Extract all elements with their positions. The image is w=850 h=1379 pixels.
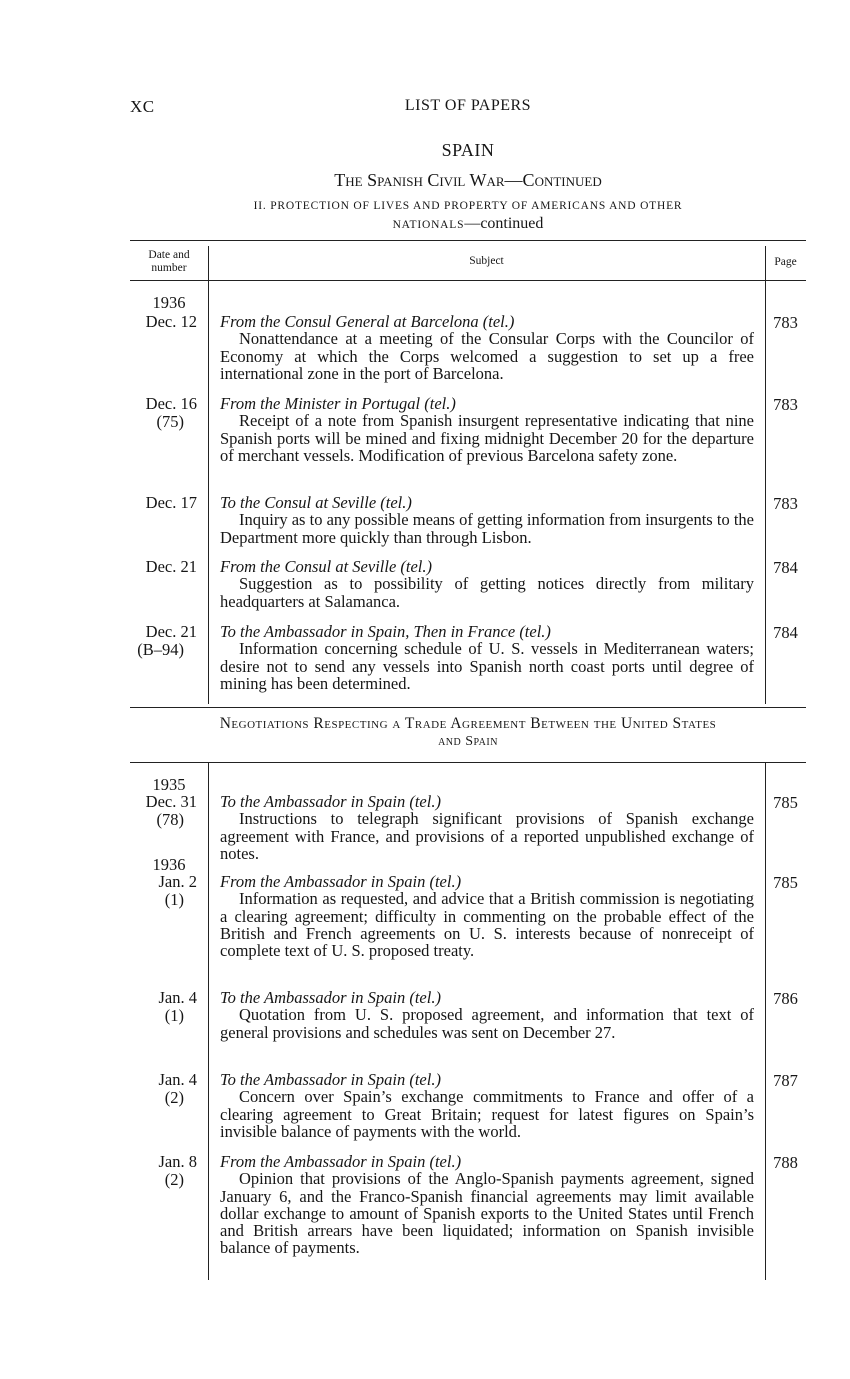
section-rule-top [130,707,806,708]
entry-date: Dec. 12 [145,312,197,331]
list-item: To the Ambassador in Spain (tel.) Instructions to telegraph significant provisions of Spanish exchange agreement with France, and provisions of a reported unpublished exchange of notes. [220,792,754,863]
entry-summary: Information concerning schedule of U. S. vessels in Mediterranean waters; desire not to send any vessels into Spanish north coast ports until degree of mining has been determined. [220,639,754,693]
entry-summary: Information as requested, and advice that a British commission is negotiating a clearing agreement; difficulty in commenting on the probable effect of the British and French agreements on U. S. interests because of nonreceipt of complete text of U. S. proposed treaty. [220,889,754,961]
table-top-rule [130,240,806,241]
entry-date: Dec. 21 (B–94) [137,622,197,659]
entry-date: Jan. 8 (2) [158,1152,197,1189]
list-item: From the Consul at Seville (tel.) Suggestion as to possibility of getting notices directly from military headquarters at Salamanca. [220,557,754,611]
subsection-line-2: NATIONALS [392,219,465,231]
country-heading: SPAIN [441,140,495,160]
year-label: 1936 [152,293,186,312]
entry-summary: Quotation from U. S. proposed agreement, and information that text of general provisions and schedules was sent on December 27. [220,1005,754,1042]
entry-summary: Nonattendance at a meeting of the Consular Corps with the Councilor of Economy at which the Corps welcomed a suggestion to set up a free international zone in the port of Barcelona. [220,329,754,383]
column-header-subject: Subject [469,255,504,267]
column-header-date: Date and number [148,249,190,274]
entry-summary: Instructions to telegraph significant provisions of Spanish exchange agreement with France, and provisions of a reported unpublished exchange of notes. [220,809,754,863]
entry-date: Dec. 31 (78) [145,792,197,829]
subsection-tail: —continued [464,215,544,232]
list-item: To the Ambassador in Spain (tel.) Concern over Spain’s exchange commitments to France and offer of a clearing agreement to Great Britain; request for latest figures on Spain’s invisible balance of payments with the world. [220,1070,754,1141]
entry-date: Jan. 2 (1) [158,872,197,909]
entry-title: From the Ambassador in Spain [220,1152,426,1171]
list-item: From the Ambassador in Spain (tel.) Information as requested, and advice that a British commission is negotiating a clearing agreement; difficulty in commenting on the probable effect of the British and French agreements on U. S. interests because of nonreceipt of complete text of U. S. proposed treaty. [220,872,754,961]
list-item: From the Minister in Portugal (tel.) Receipt of a note from Spanish insurgent representative indicating that nine Spanish ports will be mined and fixing midnight December 20 for the departure of merchant vessels. Modification of previous Barcelona safety zone. [220,394,754,465]
entry-page: 784 [773,623,798,642]
table-header-rule [130,280,806,281]
running-head [130,97,806,119]
entry-page: 785 [773,873,798,892]
entry-date: Dec. 21 [145,557,197,576]
column-divider-right [765,762,766,1280]
section-heading: Negotiations Respecting a Trade Agreement Between the United States and Spain [219,715,717,749]
list-item: To the Ambassador in Spain, Then in France (tel.) Information concerning schedule of U. S. vessels in Mediterranean waters; desire not to send any vessels into Spanish north coast ports until degree of mining has been determined. [220,622,754,693]
entry-title: To the Ambassador in Spain, Then in France [220,622,516,641]
entry-page: 785 [773,793,798,812]
entry-title: From the Minister in Portugal [220,394,421,413]
entry-title: From the Ambassador in Spain [220,872,426,891]
entry-summary: Concern over Spain’s exchange commitments to France and offer of a clearing agreement to Great Britain; request for latest figures on Spain’s invisible balance of payments with the world. [220,1087,754,1141]
column-divider-left [208,762,209,1280]
entry-title: To the Consul at Seville [220,493,377,512]
page-number: XC [130,97,155,116]
column-header-page: Page [774,256,797,268]
year-label: 1935 [152,775,186,794]
entry-title: To the Ambassador in Spain [220,988,406,1007]
entry-date: Jan. 4 (2) [158,1070,197,1107]
entry-page: 783 [773,313,798,332]
subsection-heading [160,198,776,234]
entry-summary: Inquiry as to any possible means of getting information from insurgents to the Department more quickly than through Lisbon. [220,510,754,547]
entry-page: 784 [773,558,798,577]
entry-date: Dec. 16 (75) [145,394,197,431]
papers-table-1 [130,240,806,704]
list-item: From the Consul General at Barcelona (tel.) Nonattendance at a meeting of the Consular Corps with the Councilor of Economy at which the Corps welcomed a suggestion to set up a free international zone in the port of Barcelona. [220,312,754,383]
subject-heading: The Spanish Civil War—Continued [334,170,602,190]
entry-page: 787 [773,1071,798,1090]
entry-date: Jan. 4 (1) [158,988,197,1025]
entry-page: 786 [773,989,798,1008]
entry-page: 783 [773,395,798,414]
entry-title: To the Ambassador in Spain [220,1070,406,1089]
entry-date: Dec. 17 [145,493,197,512]
entry-title: From the Consul at Seville [220,557,397,576]
entry-page: 788 [773,1153,798,1172]
papers-table-2 [130,762,806,1280]
list-item: To the Ambassador in Spain (tel.) Quotation from U. S. proposed agreement, and information that text of general provisions and schedules was sent on December 27. [220,988,754,1042]
entry-page: 783 [773,494,798,513]
running-title: LIST OF PAPERS [404,97,532,114]
subsection-line-1: II. PROTECTION OF LIVES AND PROPERTY OF AMERICANS AND OTHER [253,200,683,212]
entry-title: From the Consul General at Barcelona [220,312,479,331]
table-top-rule [130,762,806,763]
entry-title: To the Ambassador in Spain [220,792,406,811]
entry-summary: Receipt of a note from Spanish insurgent representative indicating that nine Spanish ports will be mined and fixing midnight December 20 for the departure of merchant vessels. Modification of previous Barcelona safety zone. [220,411,754,465]
list-item: To the Consul at Seville (tel.) Inquiry as to any possible means of getting information from insurgents to the Department more quickly than through Lisbon. [220,493,754,547]
entry-summary: Suggestion as to possibility of getting notices directly from military headquarters at Salamanca. [220,574,754,611]
year-label: 1936 [152,855,186,874]
column-divider-left [208,246,209,704]
list-item: From the Ambassador in Spain (tel.) Opinion that provisions of the Anglo-Spanish payments agreement, signed January 6, and the Franco-Spanish financial agreements may limit available dollar exchange to amount of Spanish exports to the United States until French and British arrears have been liquidated; information on Spanish invisible balance of payments. [220,1152,754,1258]
entry-summary: Opinion that provisions of the Anglo-Spanish payments agreement, signed January 6, and the Franco-Spanish financial agreements may limit available dollar exchange to amount of Spanish exports to the United States until French and British arrears have been liquidated; information on Spanish invisible balance of payments. [220,1169,754,1258]
